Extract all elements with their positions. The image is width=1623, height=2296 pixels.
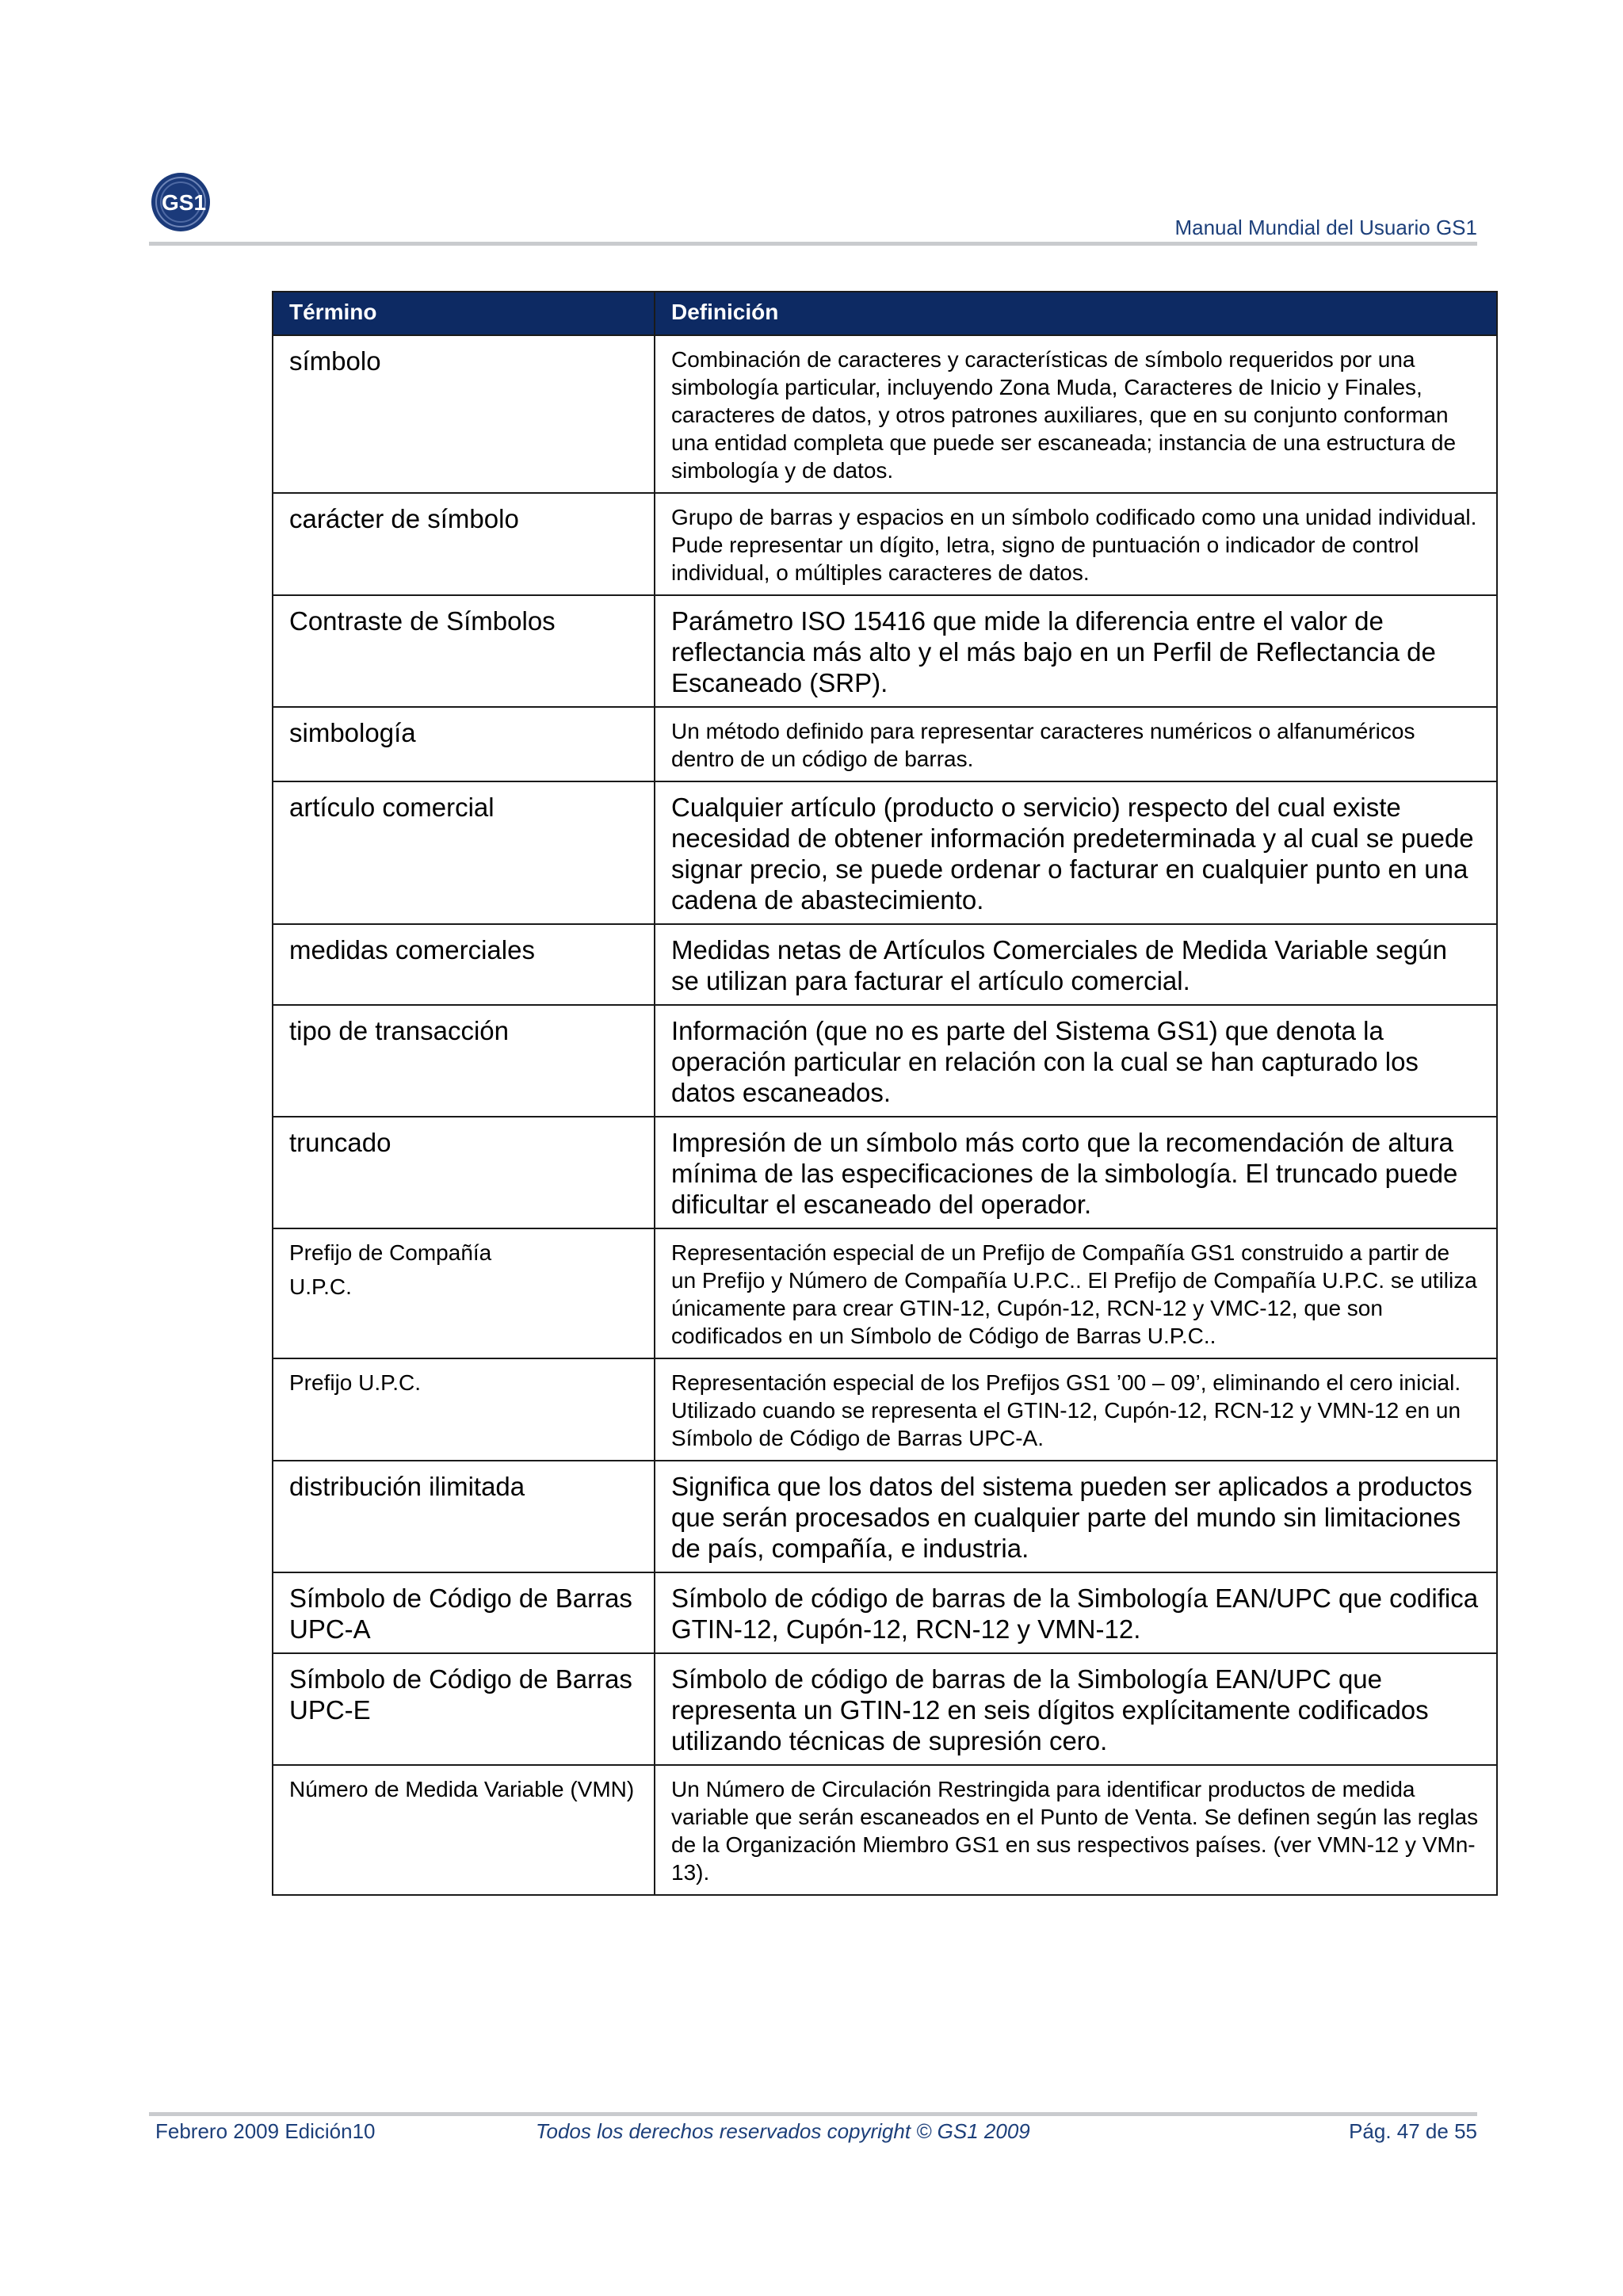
column-header-term: Término	[273, 292, 655, 335]
term-text: truncado	[289, 1128, 391, 1157]
logo-text: GS1	[161, 190, 207, 215]
footer-page-number: Pág. 47 de 55	[1349, 2119, 1477, 2143]
term-cell	[273, 1005, 655, 1117]
definition-cell: Medidas netas de Artículos Comerciales de Medida Variable según se utilizan para facturar el artículo comercial.	[655, 924, 1497, 1005]
gs1-logo-icon	[149, 170, 235, 234]
footer-divider	[149, 2112, 1477, 2116]
table-row	[273, 924, 1497, 1005]
table-header-row	[273, 292, 1497, 335]
term-text: Símbolo de Código de Barras UPC-E	[289, 1664, 632, 1725]
definition-cell: Significa que los datos del sistema pueden ser aplicados a productos que serán procesados en cualquier parte del mundo sin limitaciones de país, compañía, e industria.	[655, 1461, 1497, 1572]
definition-cell: Un método definido para representar caracteres numéricos o alfanuméricos dentro de un código de barras.	[655, 707, 1497, 781]
definition-cell: Parámetro ISO 15416 que mide la diferencia entre el valor de reflectancia más alto y el más bajo en un Perfil de Reflectancia de Escaneado (SRP).	[655, 595, 1497, 707]
document-title: Manual Mundial del Usuario GS1	[1174, 216, 1477, 239]
glossary-table	[272, 291, 1498, 1896]
term-cell	[273, 595, 655, 707]
term-cell	[273, 335, 655, 493]
table-row	[273, 707, 1497, 781]
table-row	[273, 1228, 1497, 1358]
header-divider	[149, 242, 1477, 246]
term-text: carácter de símbolo	[289, 504, 519, 533]
term-cell	[273, 781, 655, 924]
term-text: Prefijo de Compañía	[289, 1240, 492, 1265]
page-header	[149, 170, 1477, 245]
table-row	[273, 1005, 1497, 1117]
term-text: simbología	[289, 718, 416, 747]
term-cell	[273, 1765, 655, 1895]
definition-cell: Representación especial de los Prefijos GS1 ’00 – 09’, eliminando el cero inicial. Utilizado cuando se representa el GTIN-12, Cupón-12, RCN-12 y VMN-12 en un Símbolo de Código de Barras UPC-A.	[655, 1358, 1497, 1461]
definition-cell: Representación especial de un Prefijo de Compañía GS1 construido a partir de un Prefijo y Número de Compañía U.P.C.. El Prefijo de Compañía U.P.C. se utiliza únicamente para crear GTIN-12, Cupón-12, RCN-12 y VMC-12, que son codificados en un Símbolo de Código de Barras U.P.C..	[655, 1228, 1497, 1358]
term-cell	[273, 1358, 655, 1461]
table-row	[273, 493, 1497, 595]
term-text: distribución ilimitada	[289, 1472, 525, 1501]
term-text: tipo de transacción	[289, 1016, 510, 1045]
term-cell	[273, 1461, 655, 1572]
term-text: U.P.C.	[289, 1274, 352, 1299]
term-text: Prefijo U.P.C.	[289, 1370, 421, 1395]
term-text: artículo comercial	[289, 793, 495, 822]
footer-edition: Febrero 2009 Edición10	[155, 2119, 376, 2143]
definition-cell: Símbolo de código de barras de la Simbología EAN/UPC que codifica GTIN-12, Cupón-12, RCN-12 y VMN-12.	[655, 1572, 1497, 1653]
table-row	[273, 781, 1497, 924]
table-row	[273, 335, 1497, 493]
definition-cell: Información (que no es parte del Sistema GS1) que denota la operación particular en relación con la cual se han capturado los datos escaneados.	[655, 1005, 1497, 1117]
footer-copyright: Todos los derechos reservados copyright © GS1 2009	[536, 2119, 1030, 2143]
table-row	[273, 1653, 1497, 1765]
term-text: Símbolo de Código de Barras UPC-A	[289, 1584, 632, 1644]
page-footer	[155, 2119, 1477, 2151]
definition-cell: Un Número de Circulación Restringida para identificar productos de medida variable que serán escaneados en el Punto de Venta. Se definen según las reglas de la Organización Miembro GS1 en sus respectivos países. (ver VMN-12 y VMn-13).	[655, 1765, 1497, 1895]
definition-cell: Cualquier artículo (producto o servicio) respecto del cual existe necesidad de obtener información predeterminada y al cual se puede signar precio, se puede ordenar o facturar en cualquier punto en una cadena de abastecimiento.	[655, 781, 1497, 924]
table-row	[273, 595, 1497, 707]
term-text: Contraste de Símbolos	[289, 606, 556, 636]
term-cell	[273, 924, 655, 1005]
column-header-definition: Definición	[655, 292, 1497, 335]
term-cell	[273, 1228, 655, 1358]
definition-cell: Combinación de caracteres y características de símbolo requeridos por una simbología particular, incluyendo Zona Muda, Caracteres de Inicio y Finales, caracteres de datos, y otros patrones auxiliares, que en su conjunto conforman una entidad completa que puede ser escaneada; instancia de una estructura de simbología y de datos.	[655, 335, 1497, 493]
term-cell	[273, 707, 655, 781]
term-text: Número de Medida Variable (VMN)	[289, 1777, 635, 1801]
definition-cell: Símbolo de código de barras de la Simbología EAN/UPC que representa un GTIN-12 en seis dígitos explícitamente codificados utilizando técnicas de supresión cero.	[655, 1653, 1497, 1765]
term-text: símbolo	[289, 346, 381, 376]
table-row	[273, 1117, 1497, 1228]
term-cell	[273, 493, 655, 595]
term-cell	[273, 1572, 655, 1653]
table-row	[273, 1765, 1497, 1895]
table-row	[273, 1358, 1497, 1461]
table-row	[273, 1572, 1497, 1653]
term-cell	[273, 1117, 655, 1228]
term-text: medidas comerciales	[289, 935, 535, 965]
definition-cell: Impresión de un símbolo más corto que la recomendación de altura mínima de las especificaciones de la simbología. El truncado puede dificultar el escaneado del operador.	[655, 1117, 1497, 1228]
table-row	[273, 1461, 1497, 1572]
term-cell	[273, 1653, 655, 1765]
definition-cell: Grupo de barras y espacios en un símbolo codificado como una unidad individual. Pude representar un dígito, letra, signo de puntuación o indicador de control individual, o múltiples caracteres de datos.	[655, 493, 1497, 595]
